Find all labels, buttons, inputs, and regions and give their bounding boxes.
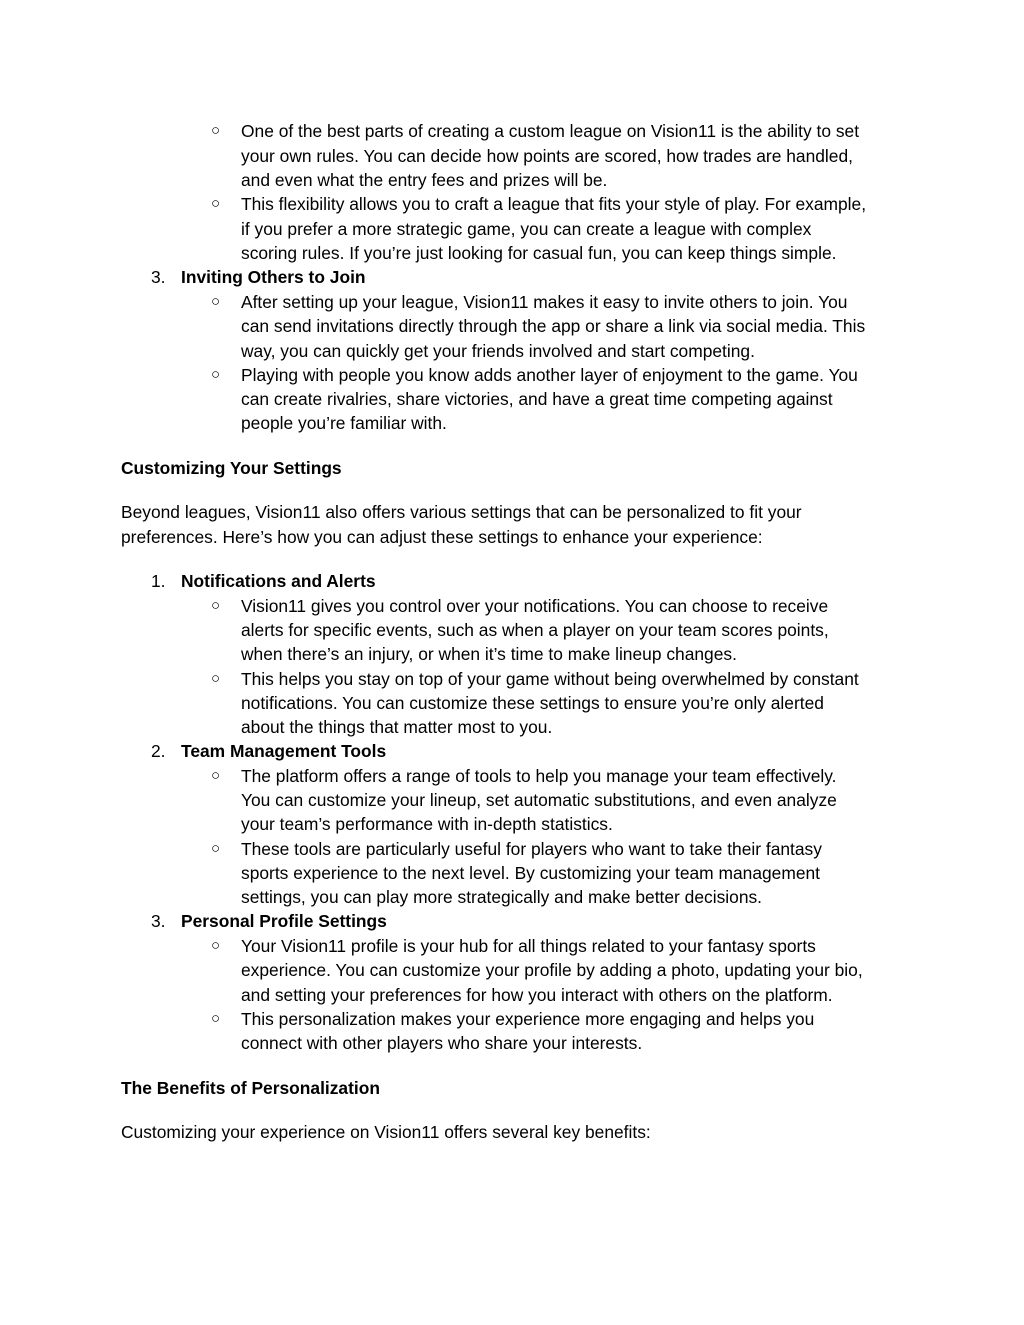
list-item-title: Personal Profile Settings <box>181 911 387 931</box>
body-text-line: connect with other players who share your interests. <box>241 1033 643 1053</box>
bullet-marker: ○ <box>211 596 221 614</box>
body-text-line: people you’re familiar with. <box>241 413 447 433</box>
section-heading: The Benefits of Personalization <box>121 1077 380 1098</box>
list-number: 3. <box>151 267 166 287</box>
body-text-line: After setting up your league, Vision11 makes it easy to invite others to join. You <box>241 291 848 312</box>
bullet-marker: ○ <box>211 292 221 310</box>
bullet-marker: ○ <box>211 1010 221 1027</box>
body-text-line: if you prefer a more strategic game, you can create a league with complex <box>241 218 812 239</box>
body-text-line: your own rules. You can decide how points are scored, how trades are handled, <box>241 145 853 166</box>
body-text-line: This helps you stay on top of your game without being overwhelmed by constant <box>241 668 859 689</box>
body-text-line: sports experience to the next level. By customizing your team management <box>241 862 821 883</box>
list-item-title: Notifications and Alerts <box>181 571 376 591</box>
section-heading: Customizing Your Settings <box>121 457 342 478</box>
body-text-line: scoring rules. If you’re just looking for casual fun, you can keep things simple. <box>241 243 837 263</box>
body-text-line: your team’s performance with in-depth statistics. <box>241 814 613 834</box>
body-text-line: way, you can quickly get your friends involved and start competing. <box>241 340 755 361</box>
body-text-line: about the things that matter most to you. <box>241 717 553 737</box>
body-text-line: settings, you can play more strategically and make better decisions. <box>241 887 763 907</box>
body-text-line: experience. You can customize your profile by adding a photo, updating your bio, <box>241 960 863 980</box>
list-item-title: Team Management Tools <box>181 741 387 761</box>
bullet-marker: ○ <box>211 669 221 687</box>
body-text-line: These tools are particularly useful for players who want to take their fantasy <box>241 838 822 859</box>
list-number: 1. <box>151 571 166 591</box>
body-text-line: The platform offers a range of tools to help you manage your team effectively. <box>241 765 837 786</box>
body-text-line: can create rivalries, share victories, and have a great time competing against <box>241 389 833 409</box>
list-number: 2. <box>151 741 166 761</box>
body-text-line: and setting your preferences for how you interact with others on the platform. <box>241 984 833 1005</box>
paragraph-line: Beyond leagues, Vision11 also offers various settings that can be personalized to fit your <box>121 502 802 522</box>
body-text-line: when there’s an injury, or when it’s time to make lineup changes. <box>241 644 737 664</box>
list-number: 3. <box>151 911 166 931</box>
bullet-marker: ○ <box>211 365 221 383</box>
list-item-title: Inviting Others to Join <box>181 267 366 287</box>
bullet-marker: ○ <box>211 195 221 212</box>
bullet-marker: ○ <box>211 766 221 784</box>
body-text-line: can send invitations directly through the app or share a link via social media. This <box>241 316 866 336</box>
body-text-line: One of the best parts of creating a custom league on Vision11 is the ability to set <box>241 121 860 141</box>
bullet-marker: ○ <box>211 839 221 857</box>
bullet-marker: ○ <box>211 936 221 954</box>
body-text-line: and even what the entry fees and prizes will be. <box>241 170 608 190</box>
body-text-line: notifications. You can customize these settings to ensure you’re only alerted <box>241 692 824 713</box>
body-text-line: This flexibility allows you to craft a league that fits your style of play. For example, <box>241 194 867 214</box>
body-text-line: Playing with people you know adds another layer of enjoyment to the game. You <box>241 364 858 385</box>
body-text-line: Your Vision11 profile is your hub for all things related to your fantasy sports <box>241 935 816 956</box>
body-text-line: You can customize your lineup, set automatic substitutions, and even analyze <box>241 790 837 810</box>
paragraph-line: preferences. Here’s how you can adjust these settings to enhance your experience: <box>121 526 763 547</box>
body-text-line: This personalization makes your experience more engaging and helps you <box>241 1009 815 1029</box>
body-text-line: alerts for specific events, such as when a player on your team scores points, <box>241 620 829 640</box>
bullet-marker: ○ <box>211 122 221 139</box>
paragraph-line: Customizing your experience on Vision11 offers several key benefits: <box>121 1122 651 1142</box>
body-text-line: Vision11 gives you control over your notifications. You can choose to receive <box>241 595 829 616</box>
